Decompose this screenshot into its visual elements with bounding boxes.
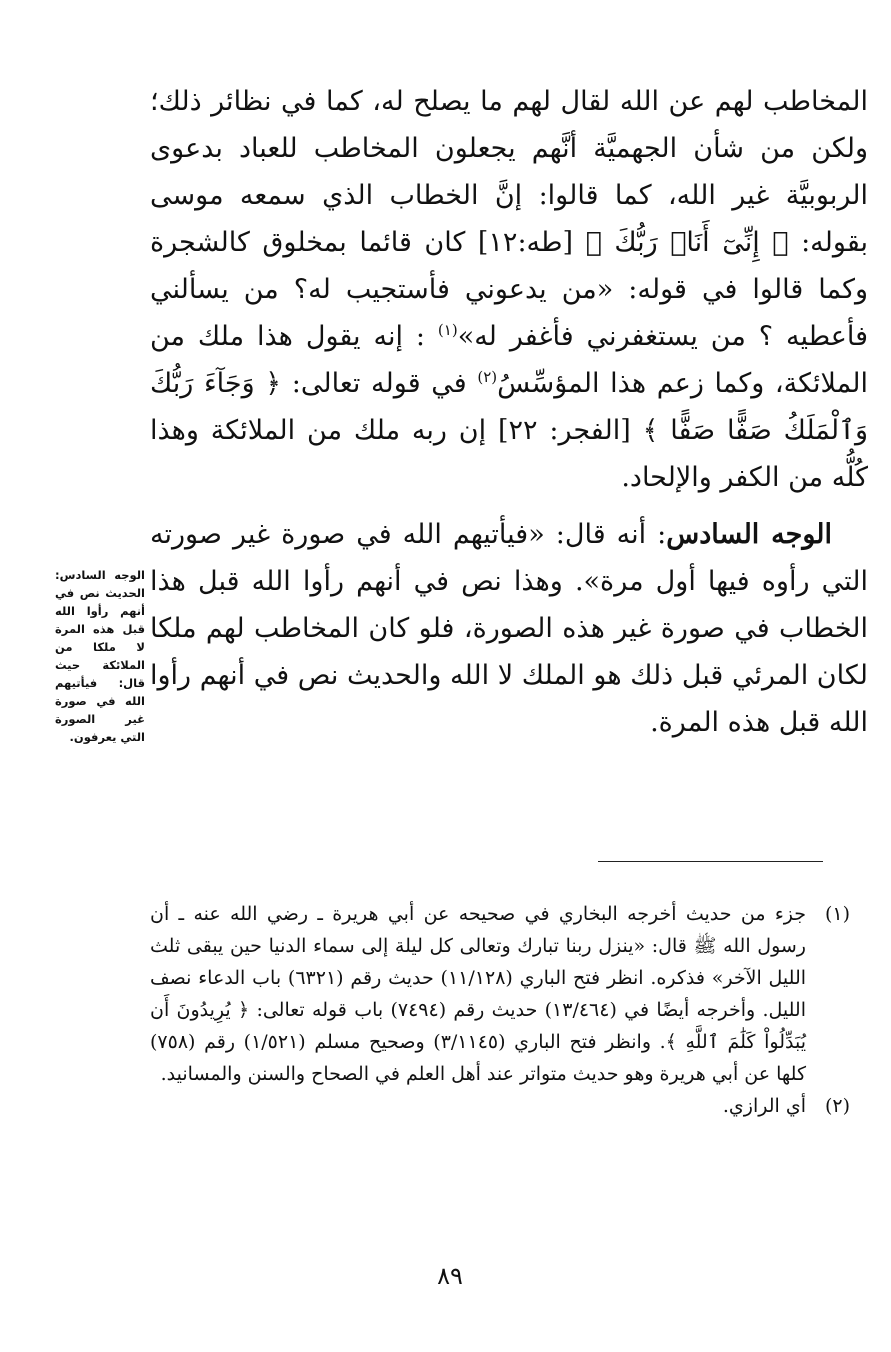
footnote-ref-2[interactable]: (٢) (477, 368, 498, 386)
footnote-text: أي الرازي. (722, 1095, 806, 1117)
text-segment: في قوله تعالى: (281, 368, 478, 399)
page-number: ٨٩ (437, 1262, 463, 1290)
text-segment: : إنه يقول هذا ملك من الملائكة، وكما زعم هذا المؤسِّسُ (150, 321, 868, 399)
footnote-number: (١) (824, 903, 850, 925)
paragraph-1 (150, 78, 868, 501)
footnote-number: (٢) (824, 1095, 850, 1117)
main-text (150, 78, 868, 746)
footnote-item (150, 898, 850, 1090)
footnotes (150, 898, 850, 1122)
quran-verse: ﴿ وَجَآءَ رَبُّكَ وَٱلْمَلَكُ صَفًّا صَفًّا ﴾ (150, 368, 868, 446)
footnote-text: جزء من حديث أخرجه البخاري في صحيحه عن أبي هريرة ـ رضي الله عنه ـ أن رسول الله ﷺ قال: «ينزل ربنا تبارك وتعالى كل ليلة إلى سماء الدنيا حين يبقى ثلث الليل الآخر» فذكره. انظر فتح الباري (١١/١٢٨) حديث رقم (٦٣٢١) باب الدعاء نصف الليل. وأخرجه أيضًا في (١٣/٤٦٤) حديث رقم (٧٤٩٤) باب قوله تعالى: ﴿ يُرِيدُونَ أَن يُبَدِّلُواْ كَلَٰمَ ٱللَّهِ ﴾. وانظر فتح الباري (٣/١١٤٥) وصحيح مسلم (١/٥٢١) رقم (٧٥٨) كلها عن أبي هريرة وهو حديث متواتر عند أهل العلم في الصحاح والسنن والمسانيد. (150, 903, 807, 1085)
margin-note: الوجه السادس: الحديث نص في أنهم رأوا الله قبل هذه المرة لا ملكا من الملائكة حيث قال: فيأتيهم الله في صورة غير الصورة التي يعرفون. (55, 568, 145, 744)
text-segment: المخاطب لهم عن الله لقال لهم ما يصلح له، كما في نظائر ذلك؛ ولكن من شأن الجهميَّة أنَّهم يجعلون المخاطب للعباد بدعوى الربوبيَّة غير الله، كما قالوا: إنَّ الخطاب الذي سمعه موسى بقوله: (150, 86, 868, 258)
footnote-separator (598, 861, 823, 862)
footnote-item (150, 1090, 850, 1122)
text-segment: [الفجر: ٢٢] إن ربه ملك من الملائكة وهذا كُلُّه من الكفر والإلحاد. (150, 415, 868, 493)
footnote-ref-1[interactable]: (١) (437, 321, 458, 339)
section-heading: الوجه السادس (666, 519, 832, 550)
paragraph-2 (150, 511, 868, 746)
text-segment: [طه:١٢] كان قائما بمخلوق كالشجرة وكما قالوا في قوله: «من يدعوني فأستجيب له؟ من يسألني فأعطيه ؟ من يستغفرني فأغفر له» (150, 227, 869, 352)
text-segment: : أنه قال: «فيأتيهم الله في صورة غير صورته التي رأوه فيها أول مرة». وهذا نص في أنهم رأوا الله قبل هذا الخطاب في صورة غير هذه الصورة، فلو كان المخاطب لهم ملكا لكان المرئي قبل ذلك هو الملك لا الله والحديث نص في أنهم رأوا الله قبل هذه المرة. (150, 519, 868, 738)
quran-verse: ﴿ إِنِّىٓ أَنَا۠ رَبُّكَ ﴾ (585, 227, 789, 258)
